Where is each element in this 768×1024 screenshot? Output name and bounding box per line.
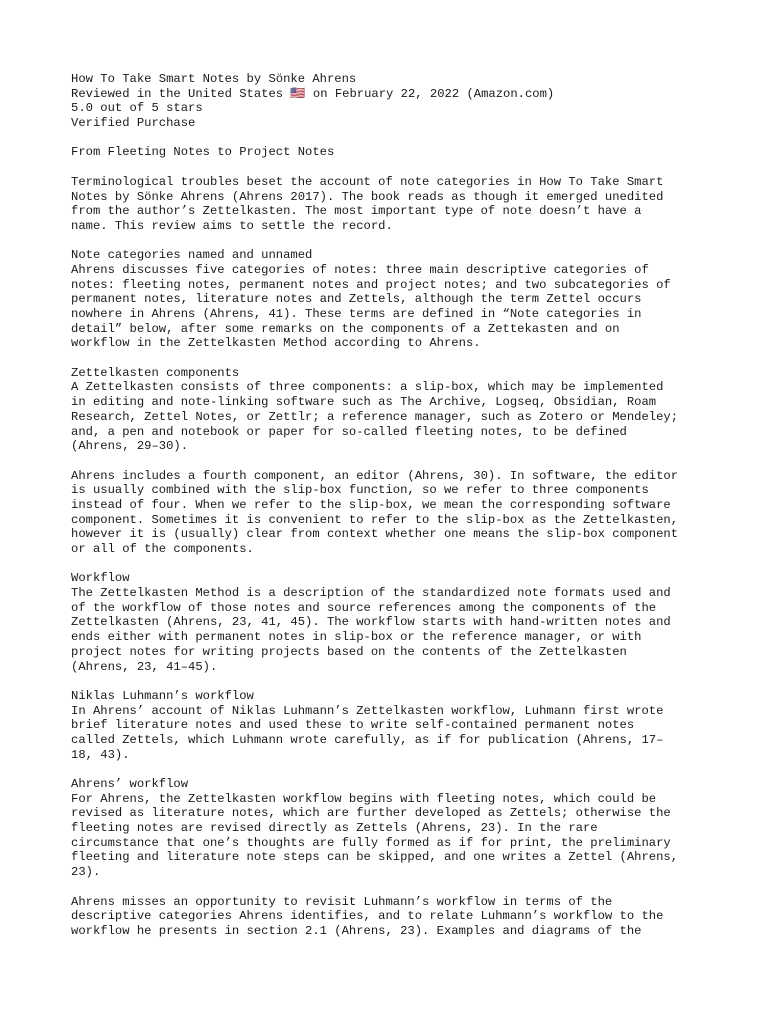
text-line: descriptive categories Ahrens identifies, and to relate Luhmann’s workflow to the xyxy=(71,909,664,924)
text-line: fleeting notes are revised directly as Zettels (Ahrens, 23). In the rare xyxy=(71,821,598,836)
spacer xyxy=(71,762,701,777)
spacer xyxy=(71,351,701,366)
text-line: component. Sometimes it is convenient to refer to the slip-box as the Zettelkasten, xyxy=(71,512,679,527)
review-section xyxy=(71,366,701,557)
text-line: fleeting and literature note steps can be skipped, and one writes a Zettel (Ahrens, xyxy=(71,850,679,865)
spacer xyxy=(71,234,701,249)
text-line: 18, 43). xyxy=(71,747,130,762)
text-line: Research, Zettel Notes, or Zettlr; a reference manager, such as Zotero or Mendeley; xyxy=(71,409,679,424)
text-line: circumstance that one’s thoughts are fully formed as if for print, the preliminary xyxy=(71,835,671,850)
text-line: nowhere in Ahrens (Ahrens, 41). These terms are defined in “Note categories in xyxy=(71,307,642,321)
section-heading: Workflow xyxy=(71,571,130,586)
paragraph xyxy=(71,792,701,880)
review-section xyxy=(71,777,701,939)
text-line: called Zettels, which Luhmann wrote carefully, as if for publication (Ahrens, 17– xyxy=(71,732,664,747)
text-line: Notes by Sönke Ahrens (Ahrens 2017). The book reads as though it emerged unedited xyxy=(71,189,664,204)
text-line: or all of the components. xyxy=(71,542,254,556)
review-date-line: Reviewed in the United States 🇺🇸 on February 22, 2022 (Amazon.com) xyxy=(71,86,555,101)
text-line: notes: fleeting notes, permanent notes and project notes; and two subcategories of xyxy=(71,277,671,292)
verified-purchase-badge: Verified Purchase xyxy=(71,116,196,131)
review-document xyxy=(71,72,701,939)
paragraph xyxy=(71,469,701,557)
section-heading: Ahrens’ workflow xyxy=(71,777,189,791)
text-line: revised as literature notes, which are further developed as Zettels; otherwise the xyxy=(71,806,671,821)
paragraph xyxy=(71,704,701,763)
text-line: For Ahrens, the Zettelkasten workflow begins with fleeting notes, which could be xyxy=(71,791,657,806)
text-line: Terminological troubles beset the account of note categories in How To Take Smart xyxy=(71,174,664,189)
text-line: name. This review aims to settle the record. xyxy=(71,218,393,233)
spacer xyxy=(71,557,701,572)
text-line: is usually combined with the slip-box function, so we refer to three components xyxy=(71,483,649,498)
text-line: and, a pen and notebook or paper for so-called fleeting notes, to be defined xyxy=(71,424,627,439)
section-heading: Niklas Luhmann’s workflow xyxy=(71,688,254,703)
text-line: Ahrens includes a fourth component, an editor (Ahrens, 30). In software, the editor xyxy=(71,468,679,483)
review-body xyxy=(71,234,701,939)
text-line: Ahrens misses an opportunity to revisit Luhmann’s workflow in terms of the xyxy=(71,894,613,909)
review-section xyxy=(71,689,701,762)
text-line: in editing and note-linking software such as The Archive, Logseq, Obsidian, Roam xyxy=(71,395,657,410)
text-line: In Ahrens’ account of Niklas Luhmann’s Zettelkasten workflow, Luhmann first wrote xyxy=(71,703,664,718)
text-line: of the workflow of those notes and source references among the components of the xyxy=(71,600,657,615)
text-line: instead of four. When we refer to the slip-box, we mean the corresponding software xyxy=(71,497,671,512)
book-title: How To Take Smart Notes by Sönke Ahrens xyxy=(71,72,357,86)
section-heading: Zettelkasten components xyxy=(71,365,240,380)
text-line: from the author’s Zettelkasten. The most important type of note doesn’t have a xyxy=(71,204,642,219)
review-section xyxy=(71,571,701,674)
text-line: Ahrens discusses five categories of notes: three main descriptive categories of xyxy=(71,262,649,277)
text-line: The Zettelkasten Method is a description of the standardized note formats used and xyxy=(71,586,671,601)
text-line: (Ahrens, 23, 41–45). xyxy=(71,659,218,674)
text-line: brief literature notes and used these to write self-contained permanent notes xyxy=(71,718,635,733)
paragraph xyxy=(71,380,701,453)
intro-paragraph xyxy=(71,175,701,234)
text-line: project notes for writing projects based on the contents of the Zettelkasten xyxy=(71,644,627,659)
text-line: permanent notes, literature notes and Zettels, although the term Zettel occurs xyxy=(71,292,642,307)
review-section xyxy=(71,248,701,351)
spacer xyxy=(71,454,701,469)
text-line: detail” below, after some remarks on the components of a Zettekasten and on xyxy=(71,321,620,336)
text-line: 23). xyxy=(71,865,101,880)
spacer xyxy=(71,880,701,895)
review-title: From Fleeting Notes to Project Notes xyxy=(71,145,335,160)
text-line: ends either with permanent notes in slip-box or the reference manager, or with xyxy=(71,630,642,645)
paragraph xyxy=(71,895,701,939)
text-line: A Zettelkasten consists of three components: a slip-box, which may be implemented xyxy=(71,380,664,395)
star-rating: 5.0 out of 5 stars xyxy=(71,101,203,116)
review-header xyxy=(71,72,701,131)
text-line: however it is (usually) clear from context whether one means the slip-box component xyxy=(71,527,679,542)
text-line: Zettelkasten (Ahrens, 23, 41, 45). The workflow starts with hand-written notes and xyxy=(71,615,671,630)
paragraph xyxy=(71,263,701,351)
spacer xyxy=(71,674,701,689)
spacer xyxy=(71,160,701,175)
section-heading: Note categories named and unnamed xyxy=(71,248,313,263)
spacer xyxy=(71,131,701,146)
text-line: (Ahrens, 29–30). xyxy=(71,439,189,454)
text-line: workflow in the Zettelkasten Method according to Ahrens. xyxy=(71,336,481,351)
text-line: workflow he presents in section 2.1 (Ahrens, 23). Examples and diagrams of the xyxy=(71,923,642,938)
paragraph xyxy=(71,586,701,674)
